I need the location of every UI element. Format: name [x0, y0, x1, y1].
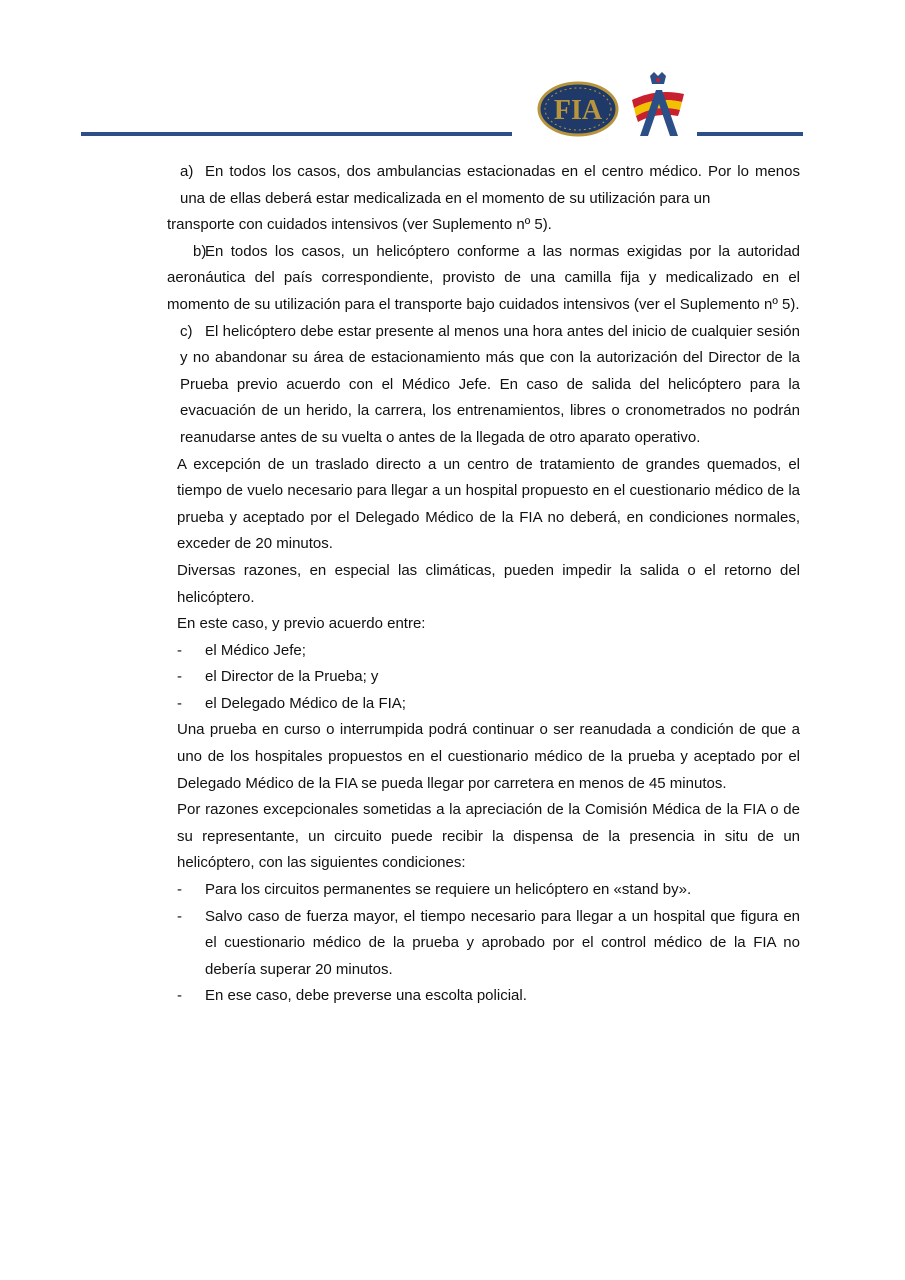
dash-bullet: - [177, 694, 182, 712]
document-body [167, 159, 800, 1010]
item-a-text: En todos los casos, dos ambulancias estacionadas en el centro médico. Por lo menos una de ellas deberá estar medicalizada en el momento de su utilización para un [180, 163, 800, 207]
paragraph-exemption: Por razones excepcionales sometidas a la apreciación de la Comisión Médica de la FIA o de su representante, un circuito puede recibir la dispensa de la presencia in situ de un helicóptero, con las siguientes condiciones: [177, 801, 800, 872]
item-b-label: b) [193, 242, 207, 260]
dash-bullet: - [177, 881, 182, 899]
dash-bullet: - [177, 987, 182, 1005]
item-a-continuation: transporte con cuidados intensivos (ver Suplemento nº 5). [167, 216, 552, 234]
page-header [0, 0, 905, 150]
list-item: - Salvo caso de fuerza mayor, el tiempo necesario para llegar a un hospital que figura en el cuestionario médico de la prueba y aprobado por el control médico de la FIA no debería superar 20 minutos. [167, 904, 800, 984]
item-c [167, 319, 800, 452]
svg-text:FIA: FIA [553, 95, 603, 126]
paragraph-reasons: Diversas razones, en especial las climáticas, pueden impedir la salida o el retorno del helicóptero. [177, 561, 800, 606]
item-a [167, 159, 800, 212]
list-item: - En ese caso, debe preverse una escolta policial. [167, 983, 800, 1010]
list-item: - el Director de la Prueba; y [167, 664, 800, 691]
paragraph-road-access: Una prueba en curso o interrumpida podrá continuar o ser reanudada a condición de que a uno de los hospitales propuestos en el cuestionario médico de la prueba y aceptado por el Delegado Médico de la FIA se pueda llegar por carretera en menos de 45 minutos. [177, 721, 800, 792]
paragraph-agreement: En este caso, y previo acuerdo entre: [177, 615, 426, 633]
item-a-label: a) [180, 163, 194, 180]
list-item: - el Médico Jefe; [167, 638, 800, 665]
header-rule-left [81, 132, 512, 136]
item-b [167, 239, 800, 319]
paragraph-flight-time: A excepción de un traslado directo a un centro de tratamiento de grandes quemados, el tiempo de vuelo necesario para llegar a un hospital propuesto en el cuestionario médico de la prueba y aceptado por el Delegado Médico de la FIA no deberá, en condiciones normales, exceder de 20 minutos. [177, 455, 800, 553]
item-c-text: El helicóptero debe estar presente al menos una hora antes del inicio de cualquier sesión y no abandonar su área de estacionamiento más que con la autorización del Director de la Prueba previo acuerdo con el Médico Jefe. En caso de salida del helicóptero para la evacuación de un herido, la carrera, los entrenamientos, libres o cronometrados no podrán reanudarse antes de su vuelta o antes de la llegada de otro aparato operativo. [180, 322, 800, 446]
list-item: - Para los circuitos permanentes se requiere un helicóptero en «stand by». [167, 877, 800, 904]
header-rule-right [697, 132, 803, 136]
rfea-logo [626, 72, 688, 138]
svg-text:A: A [658, 134, 660, 135]
dash-bullet: - [177, 668, 182, 686]
dash-bullet: - [177, 641, 182, 659]
item-b-text: En todos los casos, un helicóptero conforme a las normas exigidas por la autoridad aeronáutica del país correspondiente, provisto de una camilla fija y medicalizado en el momento de su utilización para el transporte bajo cuidados intensivos (ver el Suplemento nº 5). [167, 242, 800, 313]
fia-logo [537, 81, 619, 137]
list-item: - el Delegado Médico de la FIA; [167, 691, 800, 718]
dash-bullet: - [177, 907, 182, 925]
item-c-label: c) [180, 322, 193, 340]
